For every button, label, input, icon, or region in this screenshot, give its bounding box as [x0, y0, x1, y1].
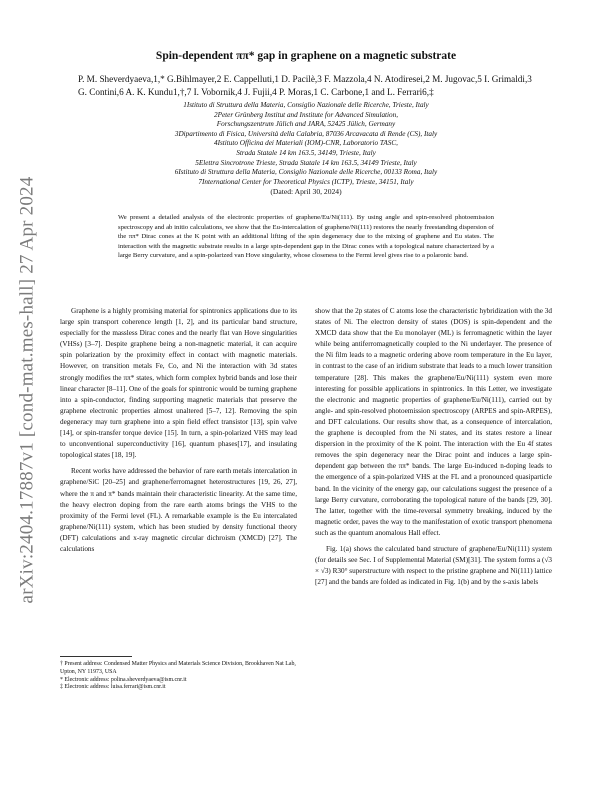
- left-column: [60, 306, 297, 555]
- affiliation-list: [60, 101, 552, 187]
- dated-line: (Dated: April 30, 2024): [270, 187, 342, 197]
- affiliation: Strada Statale 14 km 163.5, 34149, Trieste, Italy: [236, 148, 376, 157]
- affiliation: Forschungszentrum Jülich and JARA, 52425 Jülich, Germany: [216, 120, 396, 129]
- author-list: P. M. Sheverdyaeva,1,* G.Bihlmayer,2 E. Cappelluti,1 D. Pacilè,3 F. Mazzola,4 N. Atodiresei,2 M. Jugovac,5 I. Grimaldi,3 G. Contini,6 A. K. Kundu1,†,7 I. Vobornik,4 J. Fujii,4 P. Moras,1 C. Carbone,1 and L. Ferrari6,‡: [78, 74, 532, 97]
- affiliation: 2Peter Grünberg Institut and Institute for Advanced Simulation,: [213, 110, 399, 119]
- arxiv-id-text: arXiv:2404.17887v1 [cond-mat.mes-hall] 27 Apr 2024: [16, 176, 37, 604]
- arxiv-identifier-watermark: [12, 150, 42, 630]
- footnote: † Present address: Condensed Matter Physics and Materials Science Division, Brookhaven Nat Lab, Upton, NY 11973, USA: [60, 661, 296, 675]
- footnotes: [60, 656, 297, 692]
- paper-title: Spin-dependent ππ* gap in graphene on a magnetic substrate: [155, 50, 457, 62]
- affiliation: 5Elettra Sincrotrone Trieste, Strada Statale 14 km 163.5, 34149 Trieste, Italy: [195, 158, 417, 167]
- footnote: * Electronic address: polina.sheverdyaeva@ism.cnr.it: [60, 676, 187, 683]
- right-column: [315, 306, 552, 588]
- abstract: We present a detailed analysis of the electronic properties of graphene/Eu/Ni(111). By using angle and spin-resolved photoemission spectroscopy and ab initio calculations, we show that the Eu-intercalation of graphene/Ni(111) restores the nearly freestanding dispersion of the ππ* Dirac cones at the K point with an additional lifting of the spin degeneracy due to the mixing of graphene and Eu states. The interaction with the magnetic substrate results in a large spin-dependent gap in the Dirac cones with a topological nature characterized by a large Berry curvature, and a spin-polarized van Hove singularity, whose closeness to the Fermi level gives rise to a polaronic band.: [118, 214, 494, 259]
- footnote-rule: [60, 656, 132, 657]
- body-paragraph: Recent works have addressed the behavior of rare earth metals intercalation in graphene/SiC [20–25] and graphene/ferromagnet heterostructures [19, 26, 27], where the π and π* bands maintain their characteristic linearity. At the same time, the heavy electron doping from the rare earth atoms brings the VHS to the proximity of the Fermi level (FL). A remarkable example is the Eu intercalated graphene/Ni(111) system, which has been studied by density functional theory (DFT) calculations and x-ray magnetic circular dichroism (XMCD) [27]. The calculations: [60, 467, 297, 553]
- affiliation: 3Dipartimento di Fisica, Università della Calabria, 87036 Arcavacata di Rende (CS), Italy: [174, 129, 438, 138]
- footnote: ‡ Electronic address: luisa.ferrari@ism.cnr.it: [60, 684, 166, 691]
- body-paragraph: Graphene is a highly promising material for spintronics applications due to its large spin transport coherence length [1, 2], and its particular band structure, especially for the massless Dirac cones and the nearly flat van Hove singularities (VHSs) [3–7]. Despite graphene being a non-magnetic material, it can acquire spin polarization by the proximity effect in contact with magnetic materials. However, on transition metals Fe, Co, and Ni the interaction with 3d states strongly modifies the ππ* states, which form complex hybrid bands and lose their linear character [8–11]. One of the goals for spintronic would be turning graphene into a spin-conductor, finding supporting magnetic materials that preserve the graphene electronic properties almost unaltered [5–7, 12]. Removing the spin degeneracy may turn graphene into a spin field effect transistor [13], spin valve [14], or spin-transfer torque device [15]. In turn, a spin-polarized VHS may lead to unconventional superconductivity [16], quantum phases[17], and insulating topological states [18, 19].: [60, 307, 297, 460]
- affiliation: 6Istituto di Struttura della Materia, Consiglio Nazionale delle Ricerche, 00133 Roma, Italy: [174, 168, 438, 177]
- body-paragraph: show that the 2p states of C atoms lose the characteristic hybridization with the 3d states of Ni. The electron density of states (DOS) is spin-dependent and the XMCD data show that the Eu monolayer (ML) is ferromagnetic within the layer while being antiferromagnetically coupled to the Ni underlayer. The presence of the Ni film leads to a magnetic ordering above room temperature in the Eu layer, in contrast to the case of an iridium substrate that leads to a much lower transition temperature [28]. This makes the graphene/Eu/Ni(111) system even more interesting for possible applications in spintronics. In this Letter, we investigate the electronic and magnetic properties of graphene/Eu/Ni(111), carried out by angle- and spin-resolved photoemission spectroscopy (ARPES and spin-ARPES), and DFT calculations. Our results show that, as a consequence of intercalation, the graphene is decoupled from the Ni states, and its states restore a linear dispersion in the proximity of the K point. The interaction with the Eu 4f states removes the spin degeneracy near the Dirac point and induces a large spin-dependent gap between the ππ* bands. The large Eu-induced n-doping leads to the emergence of a spin-polarized VHS at the FL and a pronounced quasiparticle band. In the vicinity of the energy gap, our calculations suggest the presence of a large Berry curvature, corroborating the topological nature of the bands [29, 30]. The latter, together with the time-reversal symmetry breaking, induced by the magnetic order, paves the way to the manifestation of exotic transport phenomena such as the quantum anomalous Hall effect.: [315, 307, 552, 537]
- affiliation: 4Istituto Officina dei Materiali (IOM)-CNR, Laboratorio TASC,: [214, 139, 398, 148]
- affiliation: 1Istituto di Struttura della Materia, Consiglio Nazionale delle Ricerche, Trieste, Italy: [183, 101, 429, 109]
- paper-header: [60, 50, 552, 197]
- affiliation: 7International Center for Theoretical Physics (ICTP), Trieste, 34151, Italy: [198, 177, 414, 186]
- body-paragraph: Fig. 1(a) shows the calculated band structure of graphene/Eu/Ni(111) system (for details see Sec. I of Supplemental Material (SM)[31]. The system forms a (√3 × √3) R30° superstructure with respect to the pristine graphene and Ni(111) lattice [27] and the bands are folded as indicated in Fig. 1(b) and by the s-axis labels: [315, 544, 552, 587]
